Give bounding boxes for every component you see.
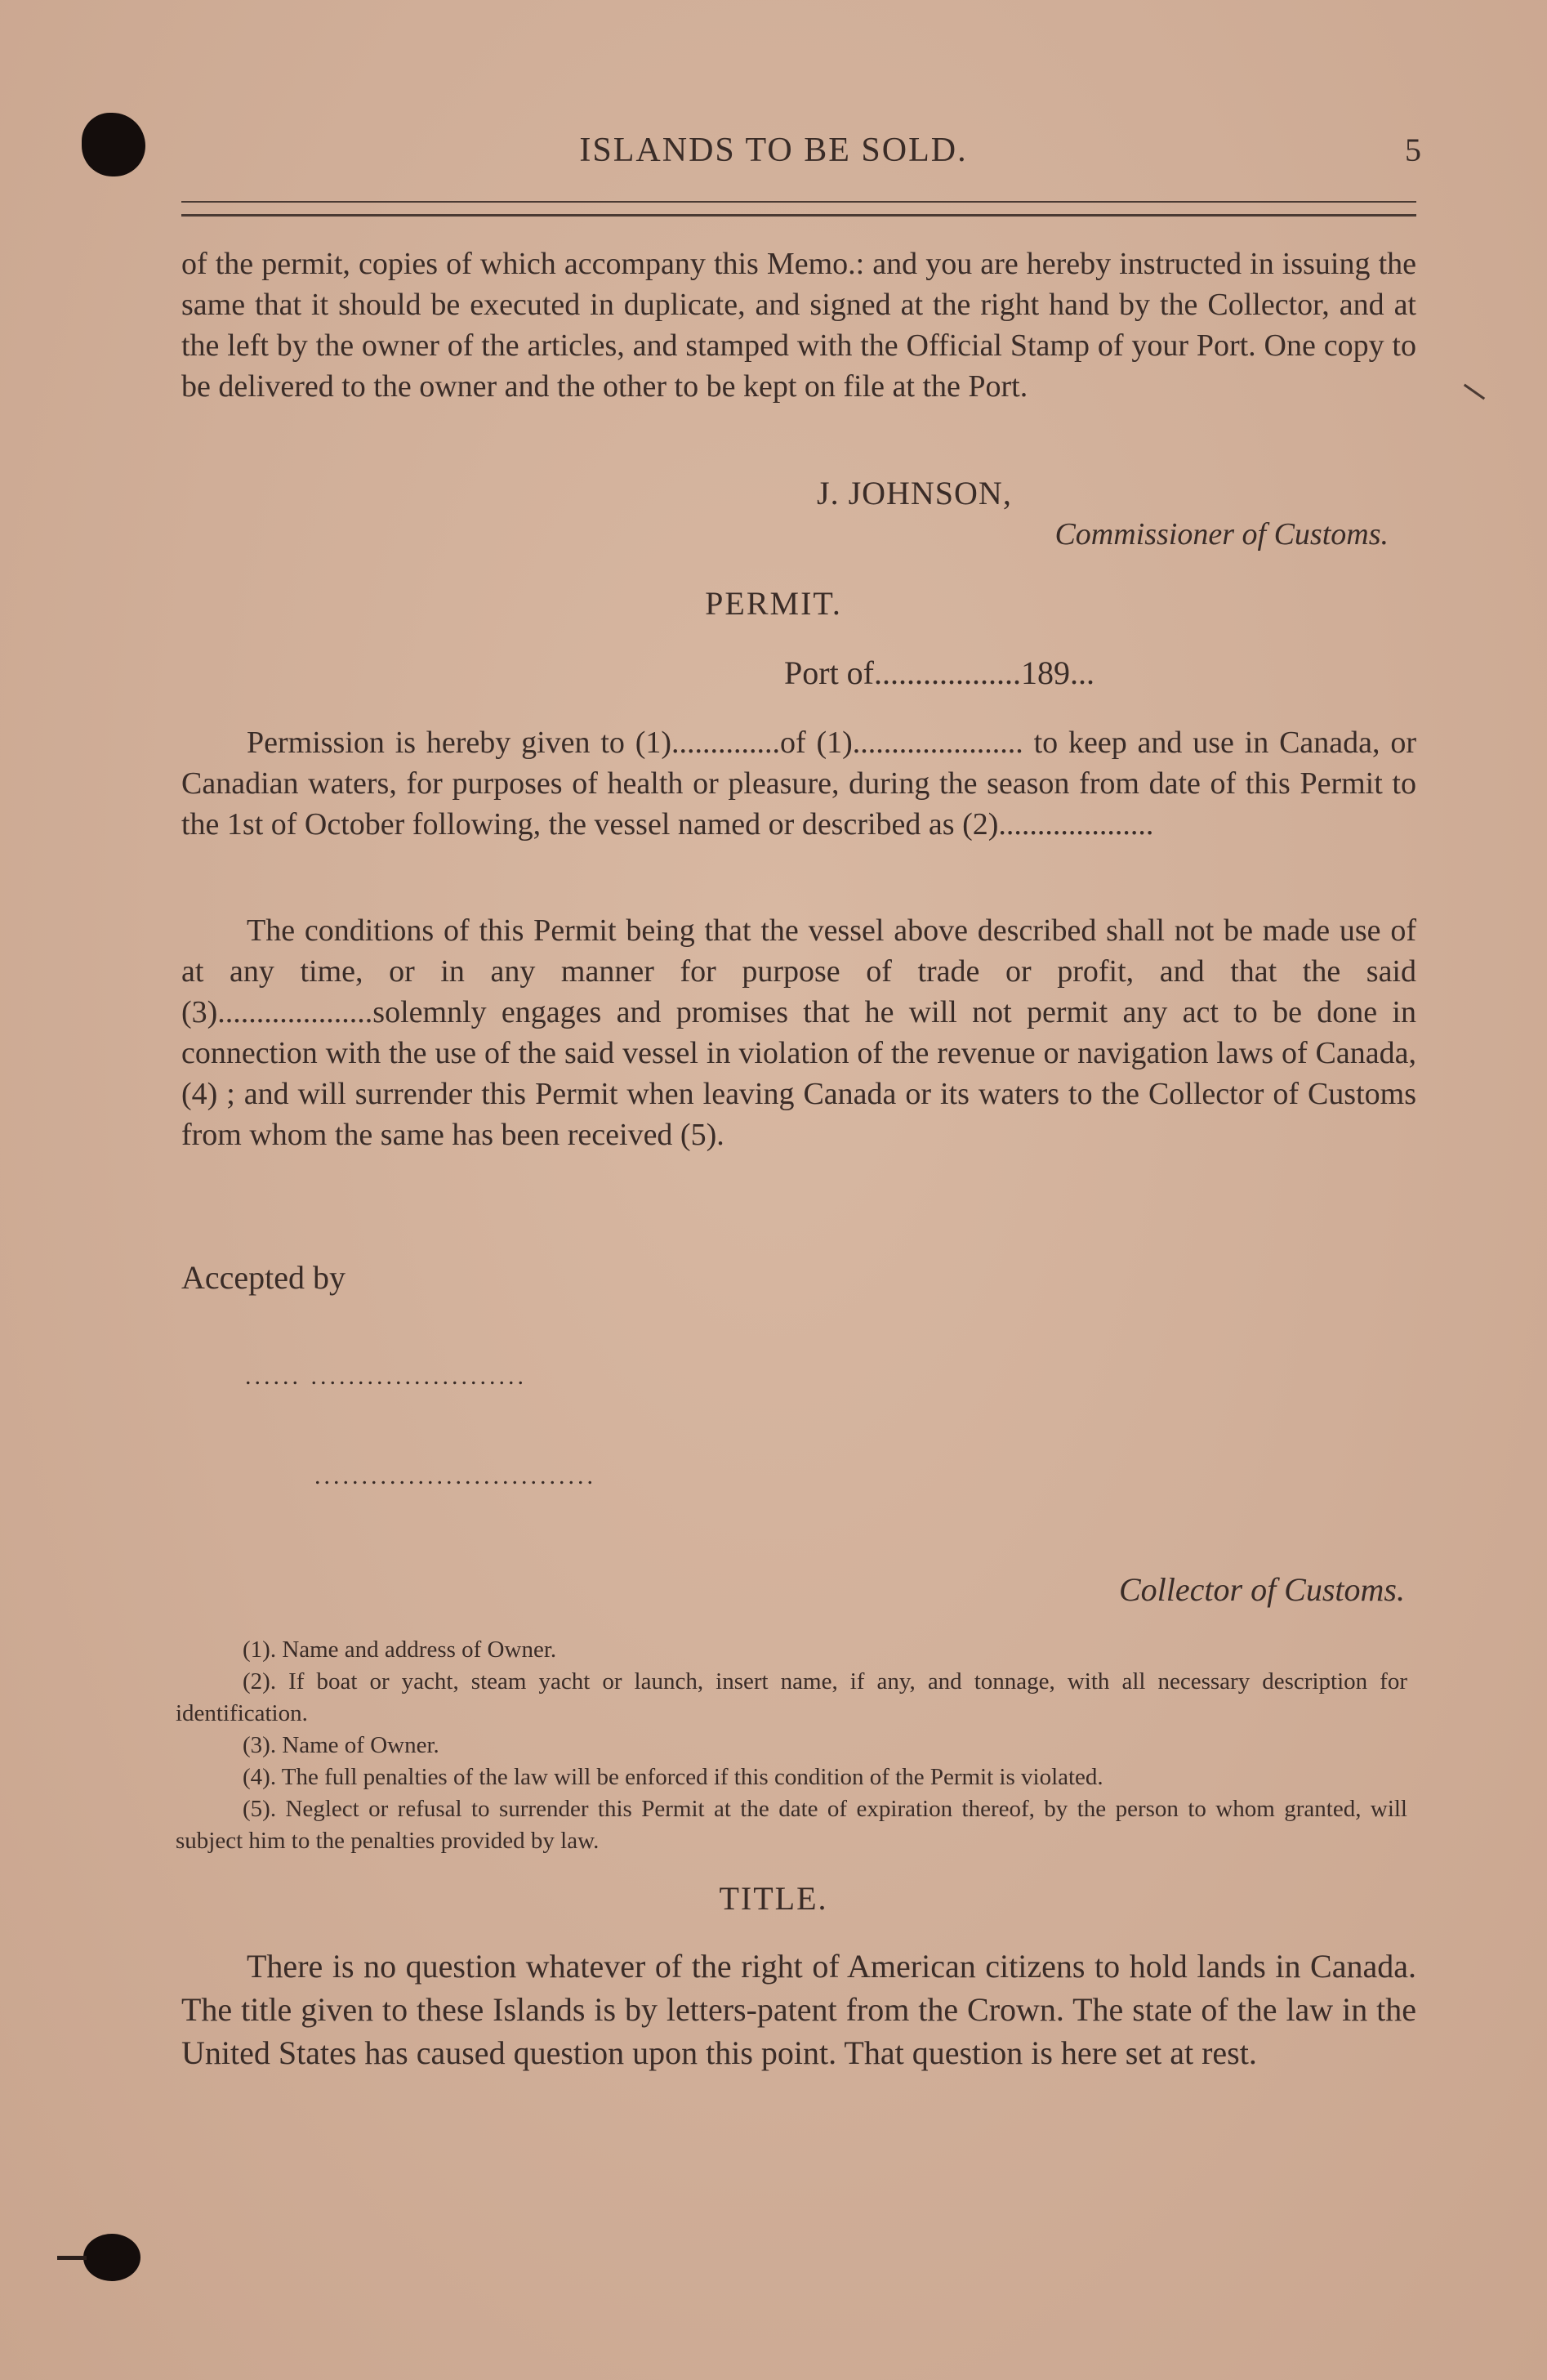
footnote: (4). The full penalties of the law will be enforced if this condition of the Permit is violated.: [243, 1764, 1103, 1790]
footnotes: [176, 1634, 1407, 1857]
footnote: (5). Neglect or refusal to surrender this Permit at the date of expiration thereof, by the person to whom granted, will subject him to the penalties provided by law.: [176, 1796, 1407, 1854]
footnote: (3). Name of Owner.: [243, 1732, 439, 1758]
accepted-by-label: Accepted by: [181, 1259, 346, 1296]
permit-heading: PERMIT.: [705, 585, 842, 622]
signature-title: Commissioner of Customs.: [1054, 517, 1389, 551]
page-number: 5: [1405, 132, 1421, 168]
title-heading: TITLE.: [719, 1880, 828, 1917]
header-rule: [181, 201, 1416, 203]
title-paragraph: [181, 1945, 1416, 2074]
intro-paragraph-text: of the permit, copies of which accompany this Memo.: and you are hereby instructed in issuing the same that it should be executed in duplicate, and signed at the right hand by the Collector, and at the left by the owner of the articles, and stamped with the Official Stamp of your Port. One copy to be delivered to the owner and the other to be kept on file at the Port.: [181, 247, 1416, 404]
footnote: (2). If boat or yacht, steam yacht or launch, insert name, if any, and tonnage, with all necessary description for identification.: [176, 1668, 1407, 1726]
running-head: ISLANDS TO BE SOLD.: [579, 132, 968, 169]
header-rule: [181, 214, 1416, 217]
pencil-mark: [1464, 384, 1485, 400]
permit-paragraph-1-text: Permission is hereby given to (1)..............of (1)...................... to keep and use in Canada, or Canadian waters, for purposes of health or pleasure, during the season from date of this Permit to the 1st of October following, the vessel named or described as (2)....................: [181, 726, 1416, 842]
permit-paragraph-1: [181, 722, 1416, 845]
signature-line-collector: ..............................: [314, 1462, 596, 1489]
signature-name: J. JOHNSON,: [817, 475, 1012, 511]
port-line: Port of..................189...: [784, 654, 1094, 691]
intro-paragraph: [181, 243, 1416, 407]
permit-paragraph-2: [181, 910, 1416, 1155]
footnote: (1). Name and address of Owner.: [243, 1637, 557, 1663]
title-paragraph-text: There is no question whatever of the right of American citizens to hold lands in Canada. The title given to these Islands is by letters-patent from the Crown. The state of the law in the United States has caused question upon this point. That question is here set at rest.: [181, 1948, 1416, 2071]
collector-label: Collector of Customs.: [1118, 1571, 1405, 1608]
signature-line-owner: ...... .......................: [245, 1363, 527, 1390]
binding-hole-icon: [83, 2234, 140, 2281]
permit-paragraph-2-text: The conditions of this Permit being that the vessel above described shall not be made use of at any time, or in any manner for purpose of trade or profit, and that the said (3)....................solemnly engages and promises that he will not permit any act to be done in connection with the use of the said vessel in violation of the revenue or navigation laws of Canada, (4) ; and will surrender this Permit when leaving Canada or its waters to the Collector of Customs from whom the same has been received (5).: [181, 913, 1416, 1152]
